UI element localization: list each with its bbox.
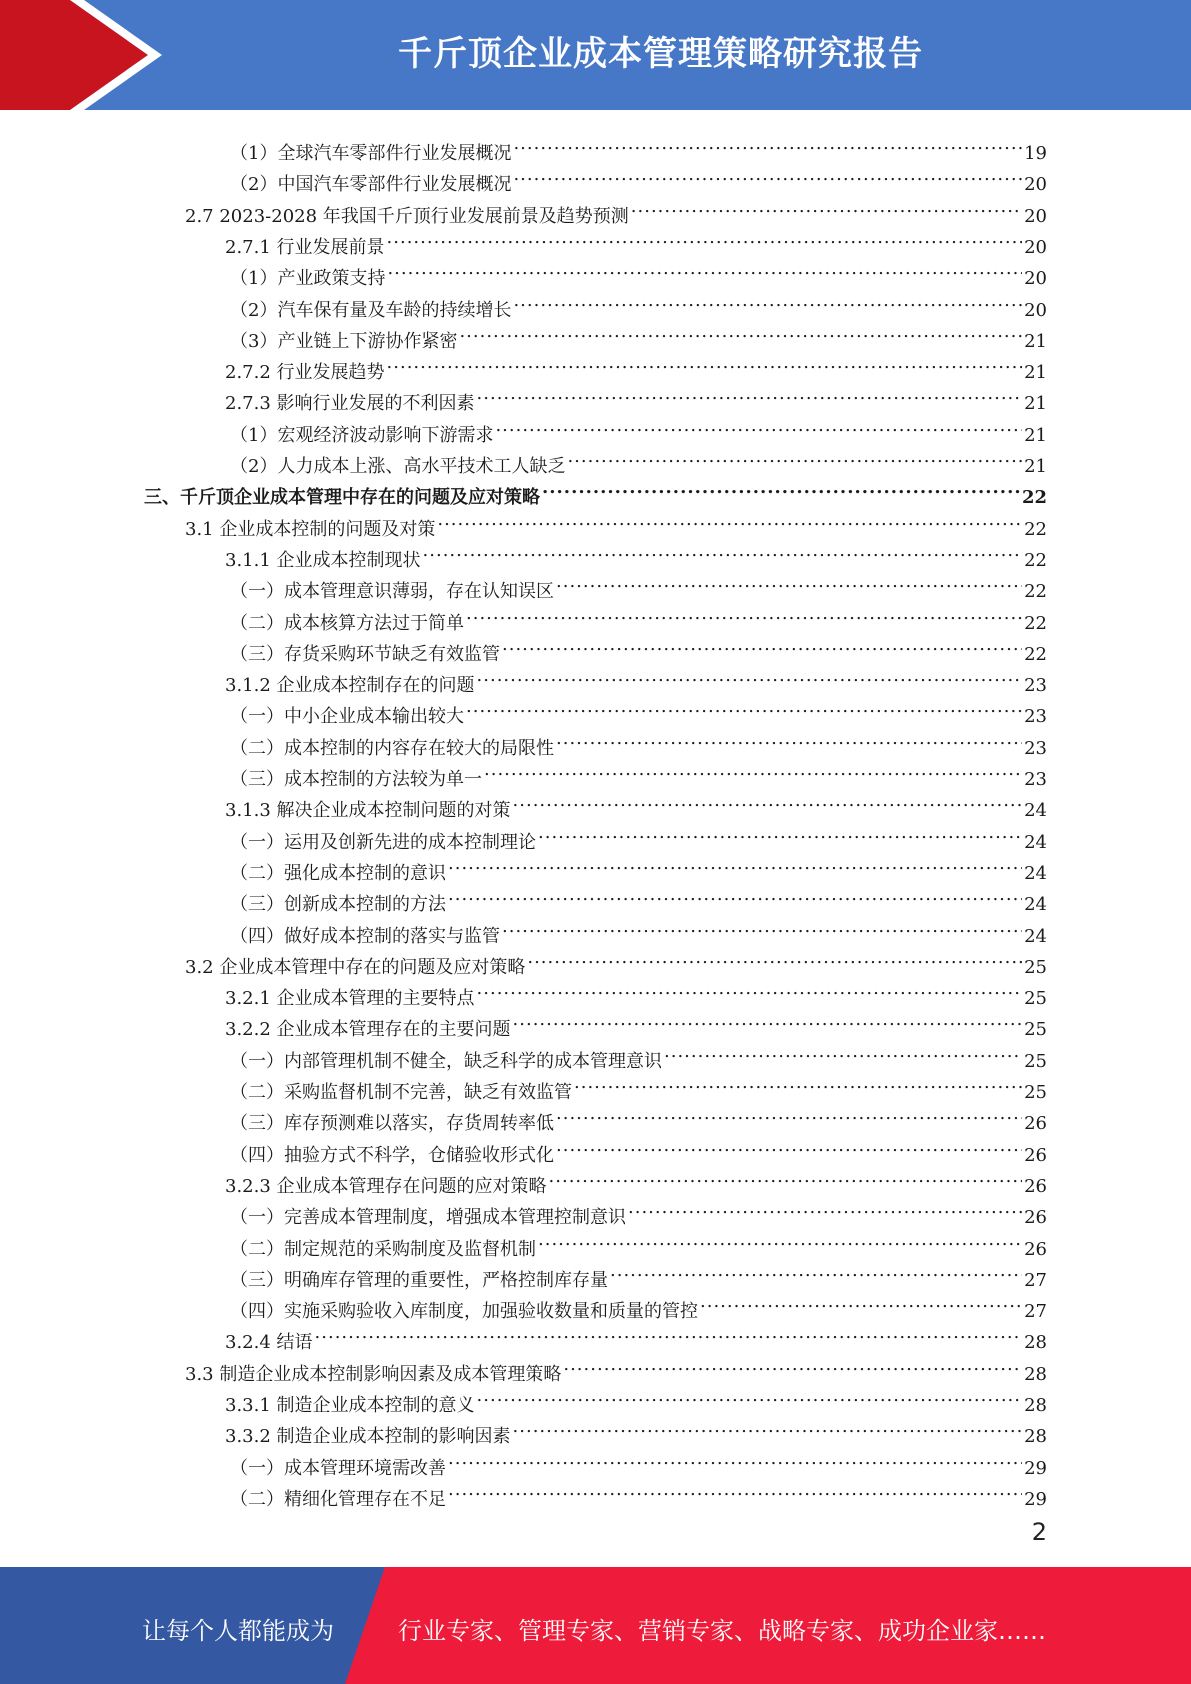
toc-entry-title: 3.2.3 企业成本管理存在问题的应对策略 xyxy=(225,1175,547,1197)
toc-entry-title: 3.1.1 企业成本控制现状 xyxy=(225,549,421,571)
toc-entry-page: 22 xyxy=(1024,643,1047,665)
toc-entry-title: （三）明确库存管理的重要性，严格控制库存量 xyxy=(230,1269,608,1291)
toc-entry[interactable] xyxy=(230,441,1047,477)
toc-entry-title: （2）人力成本上涨、高水平技术工人缺乏 xyxy=(230,456,566,477)
toc-dot-leader xyxy=(538,1224,1022,1255)
toc-entry[interactable] xyxy=(185,942,1047,978)
toc-dot-leader xyxy=(538,817,1022,848)
toc-entry-page: 20 xyxy=(1024,236,1047,258)
toc-entry-title: （2）汽车保有量及车龄的持续增长 xyxy=(230,299,512,321)
toc-dot-leader xyxy=(567,441,1022,472)
toc-entry-title: （二）成本核算方法过于简单 xyxy=(230,612,464,634)
toc-entry-page: 22 xyxy=(1021,487,1047,509)
toc-dot-leader xyxy=(527,942,1022,973)
toc-entry-title: （二）制定规范的采购制度及监督机制 xyxy=(230,1238,536,1260)
toc-entry-page: 20 xyxy=(1024,299,1047,321)
toc-entry-page: 20 xyxy=(1024,174,1047,196)
page-number: 2 xyxy=(1031,1518,1047,1546)
toc-entry-page: 22 xyxy=(1024,581,1047,603)
toc-entry-title: 三、千斤顶企业成本管理中存在的问题及应对策略 xyxy=(144,487,540,509)
toc-entry-title: 3.1.2 企业成本控制存在的问题 xyxy=(225,675,475,697)
toc-entry-title: （二）精细化管理存在不足 xyxy=(230,1488,446,1510)
toc-entry-title: （一）内部管理机制不健全，缺乏科学的成本管理意识 xyxy=(230,1050,662,1072)
toc-dot-leader xyxy=(448,1443,1022,1474)
toc-entry[interactable] xyxy=(185,191,1047,227)
toc-entry-title: （二）强化成本控制的意识 xyxy=(230,862,446,884)
toc-entry-page: 23 xyxy=(1024,737,1047,759)
toc-entry-title: 3.1 企业成本控制的问题及对策 xyxy=(185,518,436,540)
toc-entry-page: 21 xyxy=(1024,330,1047,352)
toc-entry[interactable] xyxy=(225,973,1047,1010)
toc-entry[interactable] xyxy=(230,1224,1047,1260)
toc-entry-page: 19 xyxy=(1024,143,1047,164)
toc-dot-leader xyxy=(556,566,1022,597)
toc-entry[interactable] xyxy=(230,1036,1047,1072)
toc-entry-title: 3.2 企业成本管理中存在的问题及应对策略 xyxy=(185,956,526,978)
toc-dot-leader xyxy=(466,691,1022,722)
toc-entry-title: 3.2.2 企业成本管理存在的主要问题 xyxy=(225,1019,511,1041)
toc-entry-title: （1）产业政策支持 xyxy=(230,268,386,290)
toc-entry[interactable] xyxy=(230,1443,1047,1479)
toc-entry-page: 20 xyxy=(1024,205,1047,227)
toc-entry-page: 21 xyxy=(1024,362,1047,384)
toc-entry[interactable] xyxy=(225,222,1047,258)
toc-entry[interactable] xyxy=(230,691,1047,728)
toc-dot-leader xyxy=(664,1036,1022,1067)
toc-entry-page: 28 xyxy=(1024,1363,1047,1385)
toc-entry[interactable] xyxy=(225,535,1047,571)
toc-entry-title: 3.3.1 制造企业成本控制的意义 xyxy=(225,1395,475,1416)
toc-entry-page: 22 xyxy=(1024,518,1047,540)
toc-entry-title: （2）中国汽车零部件行业发展概况 xyxy=(230,174,512,196)
toc-entry-title: 3.3.2 制造企业成本控制的影响因素 xyxy=(225,1426,511,1448)
toc-dot-leader xyxy=(513,285,1022,316)
toc-dot-leader xyxy=(459,316,1022,347)
toc-entry-title: （三）存货采购环节缺乏有效监管 xyxy=(230,643,500,665)
toc-entry-title: （一）成本管理环境需改善 xyxy=(230,1457,446,1479)
toc-entry-title: 3.3 制造企业成本控制影响因素及成本管理策略 xyxy=(185,1363,562,1385)
toc-dot-leader xyxy=(387,222,1023,253)
toc-entry[interactable] xyxy=(230,1255,1047,1291)
toc-entry[interactable] xyxy=(225,1004,1047,1041)
toc-entry[interactable] xyxy=(230,723,1047,759)
toc-dot-leader xyxy=(484,754,1022,785)
toc-entry[interactable] xyxy=(230,629,1047,665)
toc-entry-page: 28 xyxy=(1024,1395,1047,1416)
toc-entry-page: 29 xyxy=(1024,1488,1047,1510)
toc-dot-leader xyxy=(556,1098,1022,1129)
toc-dot-leader xyxy=(563,1349,1022,1380)
toc-entry-title: 3.2.1 企业成本管理的主要特点 xyxy=(225,988,475,1010)
toc-entry[interactable] xyxy=(230,316,1047,352)
toc-entry[interactable] xyxy=(230,1067,1047,1103)
toc-dot-leader xyxy=(477,1380,1023,1411)
toc-entry-title: 2.7.2 行业发展趋势 xyxy=(225,362,385,384)
toc-entry-page: 29 xyxy=(1024,1457,1047,1479)
toc-entry-title: （四）抽验方式不科学，仓储验收形式化 xyxy=(230,1144,554,1166)
toc-entry-page: 24 xyxy=(1024,831,1047,853)
toc-dot-leader xyxy=(495,410,1022,441)
toc-entry-title: 3.2.4 结语 xyxy=(225,1332,313,1354)
toc-entry[interactable] xyxy=(225,1411,1047,1448)
toc-entry[interactable] xyxy=(230,598,1047,634)
toc-entry-title: （四）实施采购验收入库制度，加强验收数量和质量的管控 xyxy=(230,1301,698,1323)
toc-entry-title: （一）运用及创新先进的成本控制理论 xyxy=(230,831,536,853)
toc-entry[interactable] xyxy=(185,1349,1047,1385)
toc-entry-page: 25 xyxy=(1024,956,1047,978)
toc-entry-title: （1）全球汽车零部件行业发展概况 xyxy=(230,143,512,164)
toc-entry[interactable] xyxy=(230,911,1047,947)
toc-entry-page: 27 xyxy=(1024,1269,1047,1291)
toc-entry-title: 2.7 2023-2028 年我国千斤顶行业发展前景及趋势预测 xyxy=(185,205,629,227)
toc-dot-leader xyxy=(556,723,1022,754)
toc-entry[interactable] xyxy=(225,1317,1047,1354)
toc-entry-page: 23 xyxy=(1024,769,1047,790)
toc-dot-leader xyxy=(387,253,1022,284)
toc-entry[interactable] xyxy=(230,848,1047,884)
toc-entry[interactable] xyxy=(230,285,1047,321)
toc-entry[interactable] xyxy=(144,472,1047,509)
toc-dot-leader xyxy=(466,598,1022,629)
toc-dot-leader xyxy=(448,848,1022,879)
toc-dot-leader xyxy=(448,1474,1022,1505)
toc-dot-leader xyxy=(437,504,1022,535)
toc-entry[interactable] xyxy=(230,1286,1047,1323)
toc-dot-leader xyxy=(423,535,1023,566)
toc-entry[interactable] xyxy=(230,253,1047,290)
toc-dot-leader xyxy=(700,1286,1022,1317)
toc-entry-page: 26 xyxy=(1024,1175,1047,1197)
toc-dot-leader xyxy=(477,660,1023,691)
toc-entry[interactable] xyxy=(230,1130,1047,1166)
toc-entry[interactable] xyxy=(225,785,1047,822)
toc-dot-leader xyxy=(387,347,1023,378)
toc-entry-page: 22 xyxy=(1024,612,1047,634)
toc-dot-leader xyxy=(315,1317,1023,1348)
toc-entry-title: （三）库存预测难以落实，存货周转率低 xyxy=(230,1113,554,1135)
toc-dot-leader xyxy=(549,1161,1023,1192)
toc-entry-page: 26 xyxy=(1024,1144,1047,1166)
toc-entry[interactable] xyxy=(230,754,1047,790)
toc-entry-title: 2.7.1 行业发展前景 xyxy=(225,236,385,258)
toc-dot-leader xyxy=(477,973,1023,1004)
toc-entry[interactable] xyxy=(230,159,1047,196)
toc-entry[interactable] xyxy=(230,128,1047,164)
toc-entry-page: 26 xyxy=(1024,1207,1047,1229)
toc-entry[interactable] xyxy=(230,1098,1047,1135)
toc-entry-page: 28 xyxy=(1024,1426,1047,1448)
toc-dot-leader xyxy=(610,1255,1022,1286)
toc-entry-page: 24 xyxy=(1024,862,1047,884)
toc-entry[interactable] xyxy=(230,817,1047,853)
toc-entry[interactable] xyxy=(230,1474,1047,1510)
toc-entry-page: 21 xyxy=(1024,456,1047,477)
toc-entry-title: 2.7.3 影响行业发展的不利因素 xyxy=(225,393,475,415)
toc-entry-page: 25 xyxy=(1024,988,1047,1010)
toc-entry[interactable] xyxy=(230,566,1047,603)
toc-dot-leader xyxy=(513,1411,1023,1442)
toc-entry[interactable] xyxy=(225,378,1047,415)
toc-entry[interactable] xyxy=(230,410,1047,446)
page-title: 千斤顶企业成本管理策略研究报告 xyxy=(398,34,923,74)
toc-dot-leader xyxy=(513,128,1022,159)
toc-entry-page: 26 xyxy=(1024,1238,1047,1260)
toc-dot-leader xyxy=(502,911,1022,942)
toc-entry-page: 23 xyxy=(1024,675,1047,697)
toc-entry-page: 26 xyxy=(1024,1113,1047,1135)
toc-entry-title: （四）做好成本控制的落实与监管 xyxy=(230,925,500,947)
toc-dot-leader xyxy=(556,1130,1022,1161)
toc-entry[interactable] xyxy=(225,1161,1047,1197)
toc-entry-page: 24 xyxy=(1024,894,1047,916)
toc-entry-page: 20 xyxy=(1024,268,1047,290)
toc-entry-title: （一）完善成本管理制度，增强成本管理控制意识 xyxy=(230,1207,626,1229)
toc-entry-title: （一）成本管理意识薄弱，存在认知误区 xyxy=(230,581,554,603)
toc-dot-leader xyxy=(513,785,1023,816)
toc-entry[interactable] xyxy=(225,660,1047,697)
page-footer xyxy=(0,1567,1191,1684)
footer-slogan-right: 行业专家、管理专家、营销专家、战略专家、成功企业家…… xyxy=(398,1617,1046,1645)
toc-entry-page: 24 xyxy=(1024,800,1047,822)
toc-entry[interactable] xyxy=(230,1192,1047,1229)
toc-entry-title: （二）采购监督机制不完善，缺乏有效监管 xyxy=(230,1082,572,1103)
toc-entry-title: 3.1.3 解决企业成本控制问题的对策 xyxy=(225,800,511,822)
toc-dot-leader xyxy=(631,191,1022,222)
toc-dot-leader xyxy=(513,1004,1023,1035)
header-red-arrow xyxy=(0,0,148,110)
toc-dot-leader xyxy=(628,1192,1022,1223)
toc-entry-title: （二）成本控制的内容存在较大的局限性 xyxy=(230,737,554,759)
footer-slogan-left: 让每个人都能成为 xyxy=(142,1617,334,1645)
toc-dot-leader xyxy=(502,629,1022,660)
toc-entry-page: 23 xyxy=(1024,706,1047,728)
toc-dot-leader xyxy=(542,472,1020,503)
toc-entry-page: 25 xyxy=(1024,1082,1047,1103)
toc-entry-title: （3）产业链上下游协作紧密 xyxy=(230,330,458,352)
toc-entry-page: 25 xyxy=(1024,1050,1047,1072)
toc-entry-page: 24 xyxy=(1024,925,1047,947)
toc-entry-title: （三）成本控制的方法较为单一 xyxy=(230,769,482,790)
toc-dot-leader xyxy=(477,378,1023,409)
toc-dot-leader xyxy=(574,1067,1022,1098)
toc-entry[interactable] xyxy=(185,504,1047,540)
toc-dot-leader xyxy=(513,159,1022,190)
toc-entry-page: 21 xyxy=(1024,393,1047,415)
toc-dot-leader xyxy=(448,879,1022,910)
toc-entry-page: 22 xyxy=(1024,549,1047,571)
page-header xyxy=(0,0,1191,110)
toc-entry[interactable] xyxy=(230,879,1047,916)
toc-entry-page: 28 xyxy=(1024,1332,1047,1354)
toc-entry-page: 21 xyxy=(1024,424,1047,446)
toc-entry-page: 27 xyxy=(1024,1301,1047,1323)
toc-entry-title: （一）中小企业成本输出较大 xyxy=(230,706,464,728)
toc-entry-title: （1）宏观经济波动影响下游需求 xyxy=(230,424,494,446)
toc-entry[interactable] xyxy=(225,347,1047,384)
toc-entry-page: 25 xyxy=(1024,1019,1047,1041)
toc-entry[interactable] xyxy=(225,1380,1047,1416)
toc-entry-title: （三）创新成本控制的方法 xyxy=(230,894,446,916)
